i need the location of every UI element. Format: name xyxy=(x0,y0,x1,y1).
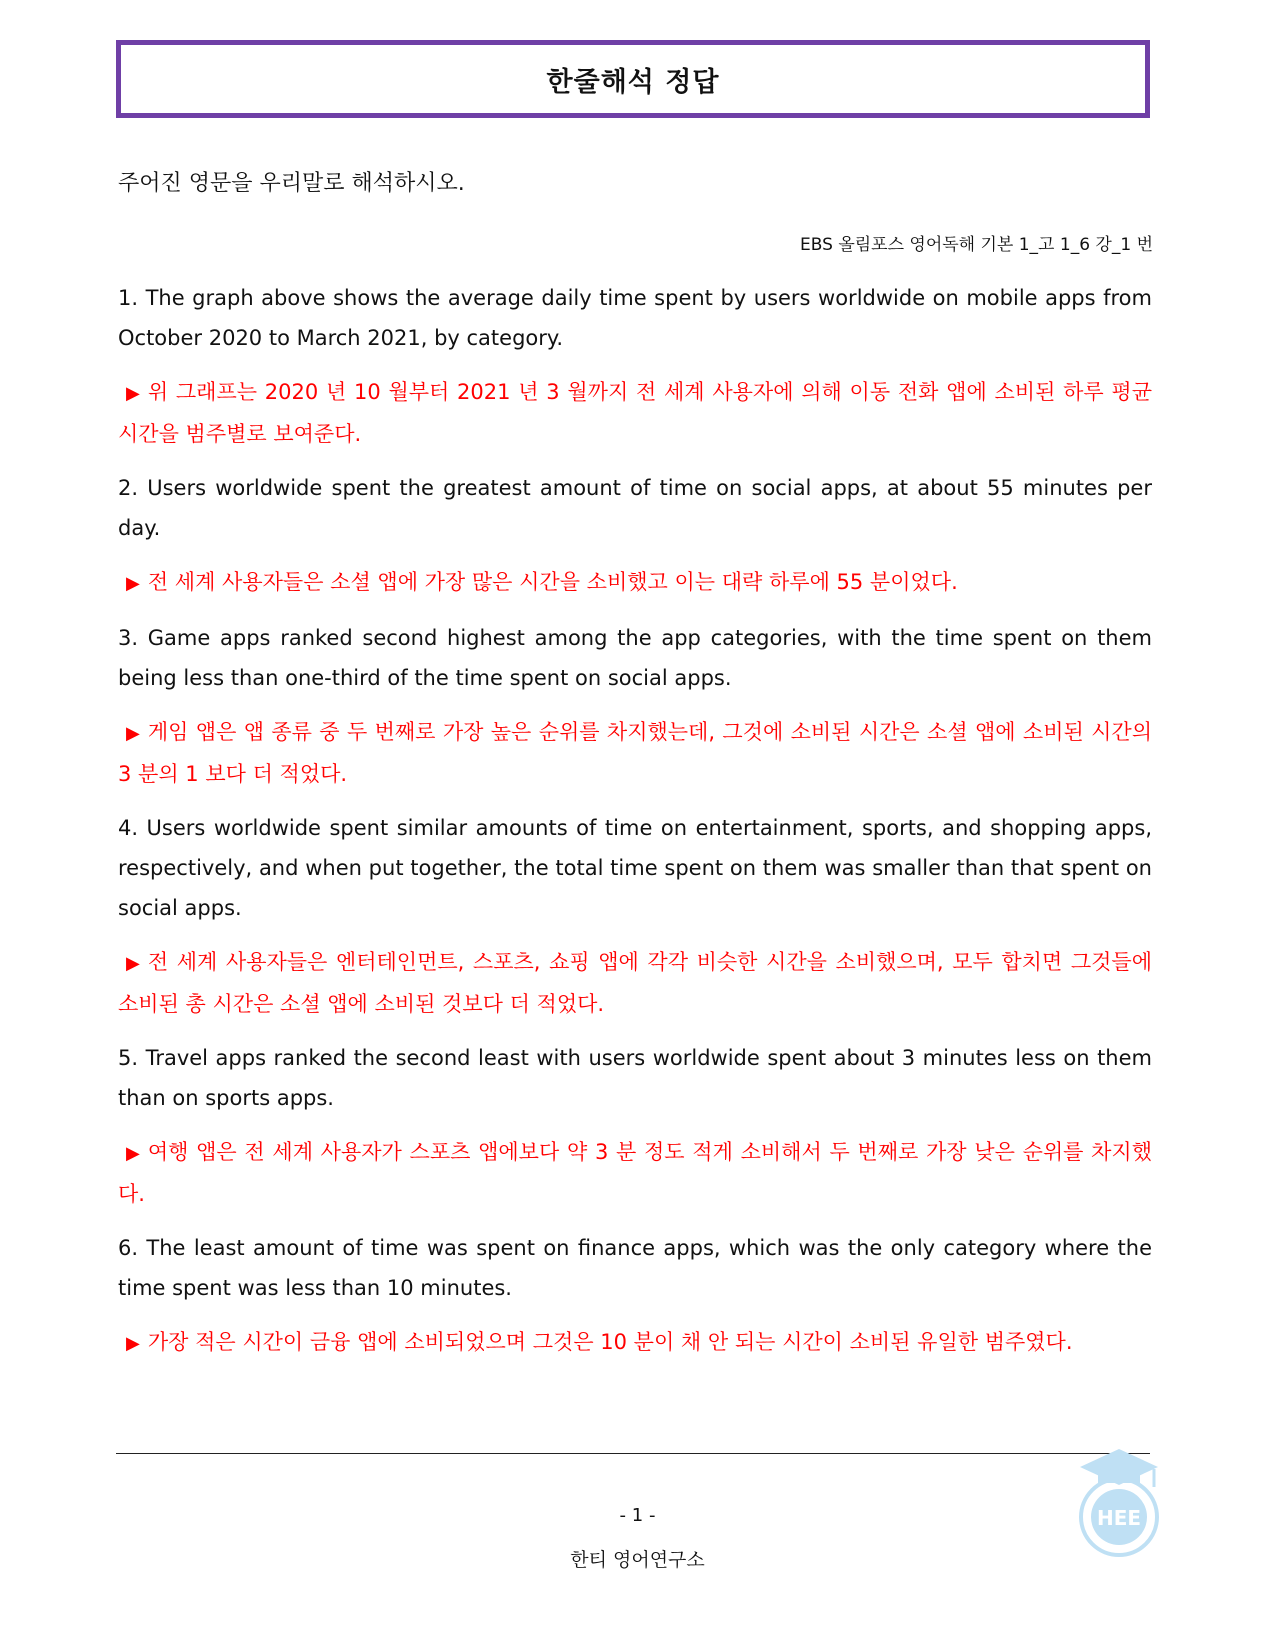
arrow-right-icon: ▶ xyxy=(126,383,140,404)
arrow-right-icon: ▶ xyxy=(126,723,140,744)
translation-text: 위 그래프는 2020 년 10 월부터 2021 년 3 월까지 전 세계 사용자에 의해 이동 전화 앱에 소비된 하루 평균 시간을 범주별로 보여준다. xyxy=(118,380,1152,446)
logo-text: HEE xyxy=(1096,1506,1142,1530)
footer-organization: 한티 영어연구소 xyxy=(570,1549,705,1571)
english-sentence-3: 3. Game apps ranked second highest among the app categories, with the time spent on them being less than one-third of the time spent on social apps. xyxy=(118,626,1152,690)
arrow-right-icon: ▶ xyxy=(126,1143,140,1164)
arrow-right-icon: ▶ xyxy=(126,1333,140,1354)
korean-translation-6 xyxy=(118,1322,1152,1364)
korean-translation-3 xyxy=(118,712,1152,794)
sentence-list xyxy=(118,278,1152,1378)
korean-translation-5 xyxy=(118,1132,1152,1214)
instruction-text: 주어진 영문을 우리말로 해석하시오. xyxy=(118,171,465,196)
footer-divider xyxy=(116,1453,1150,1454)
graduation-cap-logo-icon xyxy=(1076,1445,1162,1557)
title-box xyxy=(116,40,1150,118)
page-number: - 1 - xyxy=(619,1505,656,1526)
translation-text: 여행 앱은 전 세계 사용자가 스포츠 앱에보다 약 3 분 정도 적게 소비해서 두 번째로 가장 낮은 순위를 차지했다. xyxy=(118,1140,1152,1206)
english-sentence-5: 5. Travel apps ranked the second least with users worldwide spent about 3 minutes less on them than on sports apps. xyxy=(118,1046,1152,1110)
english-sentence-1: 1. The graph above shows the average daily time spent by users worldwide on mobile apps from October 2020 to March 2021, by category. xyxy=(118,286,1152,350)
translation-text: 가장 적은 시간이 금융 앱에 소비되었으며 그것은 10 분이 채 안 되는 시간이 소비된 유일한 범주였다. xyxy=(147,1330,1073,1354)
english-sentence-6: 6. The least amount of time was spent on finance apps, which was the only category where the time spent was less than 10 minutes. xyxy=(118,1236,1152,1300)
korean-translation-2 xyxy=(118,562,1152,604)
source-reference: EBS 올림포스 영어독해 기본 1_고 1_6 강_1 번 xyxy=(800,235,1153,255)
english-sentence-2: 2. Users worldwide spent the greatest amount of time on social apps, at about 55 minutes per day. xyxy=(118,476,1152,540)
translation-text: 전 세계 사용자들은 엔터테인먼트, 스포츠, 쇼핑 앱에 각각 비슷한 시간을 소비했으며, 모두 합치면 그것들에 소비된 총 시간은 소셜 앱에 소비된 것보다 더 적었다. xyxy=(118,950,1152,1016)
korean-translation-4 xyxy=(118,942,1152,1024)
translation-text: 전 세계 사용자들은 소셜 앱에 가장 많은 시간을 소비했고 이는 대략 하루에 55 분이었다. xyxy=(147,570,958,594)
translation-text: 게임 앱은 앱 종류 중 두 번째로 가장 높은 순위를 차지했는데, 그것에 소비된 시간은 소셜 앱에 소비된 시간의 3 분의 1 보다 더 적었다. xyxy=(118,720,1152,786)
korean-translation-1 xyxy=(118,372,1152,454)
arrow-right-icon: ▶ xyxy=(126,573,140,594)
english-sentence-4: 4. Users worldwide spent similar amounts of time on entertainment, sports, and shopping apps, respectively, and when put together, the total time spent on them was smaller than that spent on social apps. xyxy=(118,816,1152,920)
page-title: 한줄해석 정답 xyxy=(546,66,720,98)
arrow-right-icon: ▶ xyxy=(126,953,140,974)
